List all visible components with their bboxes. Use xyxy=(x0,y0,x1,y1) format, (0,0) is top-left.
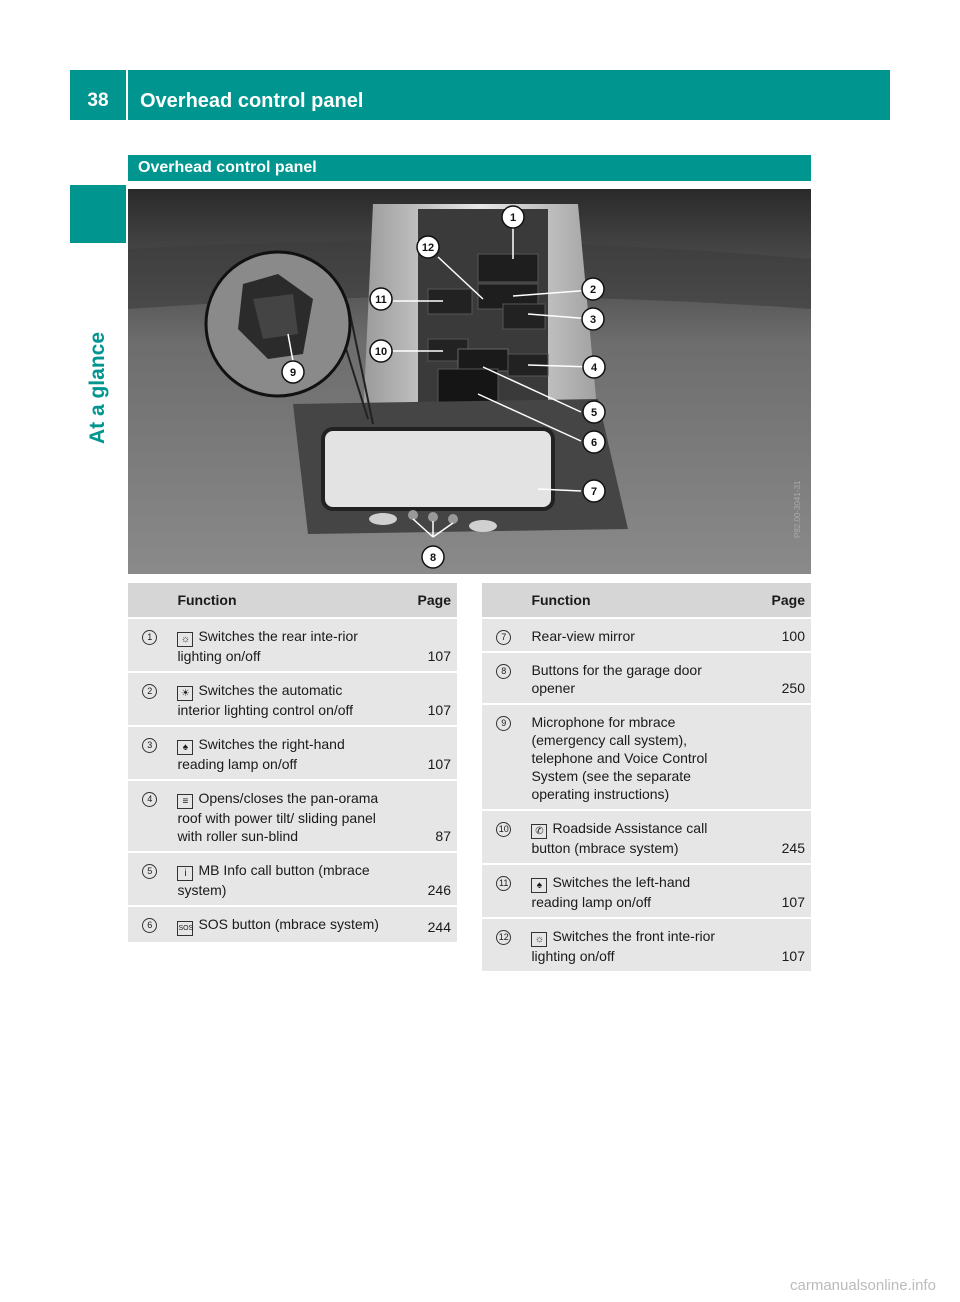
table-row xyxy=(482,705,811,811)
svg-text:3: 3 xyxy=(589,314,597,326)
table-row xyxy=(128,673,457,727)
footer-watermark: carmanualsonline.info xyxy=(790,1277,936,1294)
svg-text:9: 9 xyxy=(289,367,297,379)
row-page: 107 xyxy=(391,727,457,781)
row-function: Microphone for mbrace (emergency call system), telephone and Voice Control System (see the separate operating instructions) xyxy=(531,714,708,802)
table-row xyxy=(482,865,811,919)
row-page: 244 xyxy=(391,907,457,944)
row-number: 11 xyxy=(496,876,511,891)
row-page: 246 xyxy=(391,853,457,907)
col-header-page: Page xyxy=(391,583,457,619)
page-number: 38 xyxy=(87,90,109,111)
sos-icon: SOS xyxy=(177,921,193,936)
table-row xyxy=(482,619,811,653)
row-function: Switches the automatic interior lighting control on/off xyxy=(177,682,354,718)
table-row xyxy=(128,727,457,781)
svg-text:7: 7 xyxy=(590,486,598,498)
row-page: 100 xyxy=(745,619,811,653)
row-page: 107 xyxy=(391,619,457,673)
svg-text:10: 10 xyxy=(374,346,388,358)
col-header-page: Page xyxy=(745,583,811,619)
row-page: 245 xyxy=(745,811,811,865)
section-title: Overhead control panel xyxy=(128,155,811,181)
roadside-assistance-icon: ✆ xyxy=(531,824,547,839)
row-page xyxy=(745,705,811,811)
row-number: 1 xyxy=(142,630,157,645)
row-number: 7 xyxy=(496,630,511,645)
row-function: SOS button (mbrace system) xyxy=(198,916,379,932)
row-number: 4 xyxy=(142,792,157,807)
svg-text:1: 1 xyxy=(509,212,517,224)
col-header-function: Function xyxy=(171,583,390,619)
function-table-right xyxy=(482,583,811,973)
callout-12 xyxy=(417,236,439,258)
image-code: P82.00-3041-31 xyxy=(793,480,802,538)
function-table-left xyxy=(128,583,457,944)
row-function: Switches the rear inte-rior lighting on/off xyxy=(177,628,358,664)
row-page: 250 xyxy=(745,653,811,705)
row-function: Rear-view mirror xyxy=(531,628,635,644)
table-row xyxy=(128,619,457,673)
callout-7 xyxy=(583,480,605,502)
info-call-icon: i xyxy=(177,866,193,881)
row-number: 10 xyxy=(496,822,511,837)
row-number: 12 xyxy=(496,930,511,945)
callout-11 xyxy=(370,288,392,310)
row-function: Switches the left-hand reading lamp on/off xyxy=(531,874,691,910)
row-number: 6 xyxy=(142,918,157,933)
svg-text:4: 4 xyxy=(590,362,598,374)
header-divider xyxy=(126,70,128,120)
row-number: 3 xyxy=(142,738,157,753)
callout-2 xyxy=(582,278,604,300)
callout-10 xyxy=(370,340,392,362)
callout-4 xyxy=(583,356,605,378)
side-tab-label: At a glance xyxy=(86,331,109,445)
svg-text:2: 2 xyxy=(589,284,597,296)
row-function: Switches the right-hand reading lamp on/off xyxy=(177,736,345,772)
row-page: 107 xyxy=(745,919,811,973)
side-tab-block xyxy=(70,185,126,243)
row-function: Opens/closes the pan-orama roof with power tilt/ sliding panel with roller sun-blind xyxy=(177,790,379,844)
row-function: Buttons for the garage door opener xyxy=(531,662,702,696)
table-row xyxy=(482,811,811,865)
callout-3 xyxy=(582,308,604,330)
row-page: 107 xyxy=(391,673,457,727)
table-row xyxy=(128,907,457,944)
row-page: 87 xyxy=(391,781,457,853)
page-title: Overhead control panel xyxy=(140,90,364,112)
col-header-function: Function xyxy=(525,583,744,619)
table-row xyxy=(128,781,457,853)
row-number: 2 xyxy=(142,684,157,699)
auto-lighting-icon: ☀ xyxy=(177,686,193,701)
col-header-num xyxy=(482,583,525,619)
svg-text:6: 6 xyxy=(590,437,598,449)
rear-lighting-icon: ☼ xyxy=(177,632,193,647)
row-function: Roadside Assistance call button (mbrace system) xyxy=(531,820,708,856)
callout-8 xyxy=(422,546,444,568)
overhead-panel-photo xyxy=(128,189,811,574)
svg-text:8: 8 xyxy=(429,552,437,564)
table-row xyxy=(482,919,811,973)
table-row xyxy=(128,853,457,907)
reading-lamp-icon: ♠ xyxy=(177,740,193,755)
row-function: Switches the front inte-rior lighting on/off xyxy=(531,928,716,964)
callout-9 xyxy=(282,361,304,383)
row-function: MB Info call button (mbrace system) xyxy=(177,862,370,898)
panorama-roof-icon: ≡ xyxy=(177,794,193,809)
row-number: 5 xyxy=(142,864,157,879)
table-row xyxy=(482,653,811,705)
col-header-num xyxy=(128,583,171,619)
callout-1 xyxy=(502,206,524,228)
row-page: 107 xyxy=(745,865,811,919)
callout-5 xyxy=(583,401,605,423)
svg-text:5: 5 xyxy=(590,407,598,419)
svg-text:11: 11 xyxy=(375,294,387,306)
svg-text:12: 12 xyxy=(421,242,435,254)
callout-6 xyxy=(583,431,605,453)
reading-lamp-icon: ♠ xyxy=(531,878,547,893)
front-lighting-icon: ☼ xyxy=(531,932,547,947)
row-number: 8 xyxy=(496,664,511,679)
row-number: 9 xyxy=(496,716,511,731)
